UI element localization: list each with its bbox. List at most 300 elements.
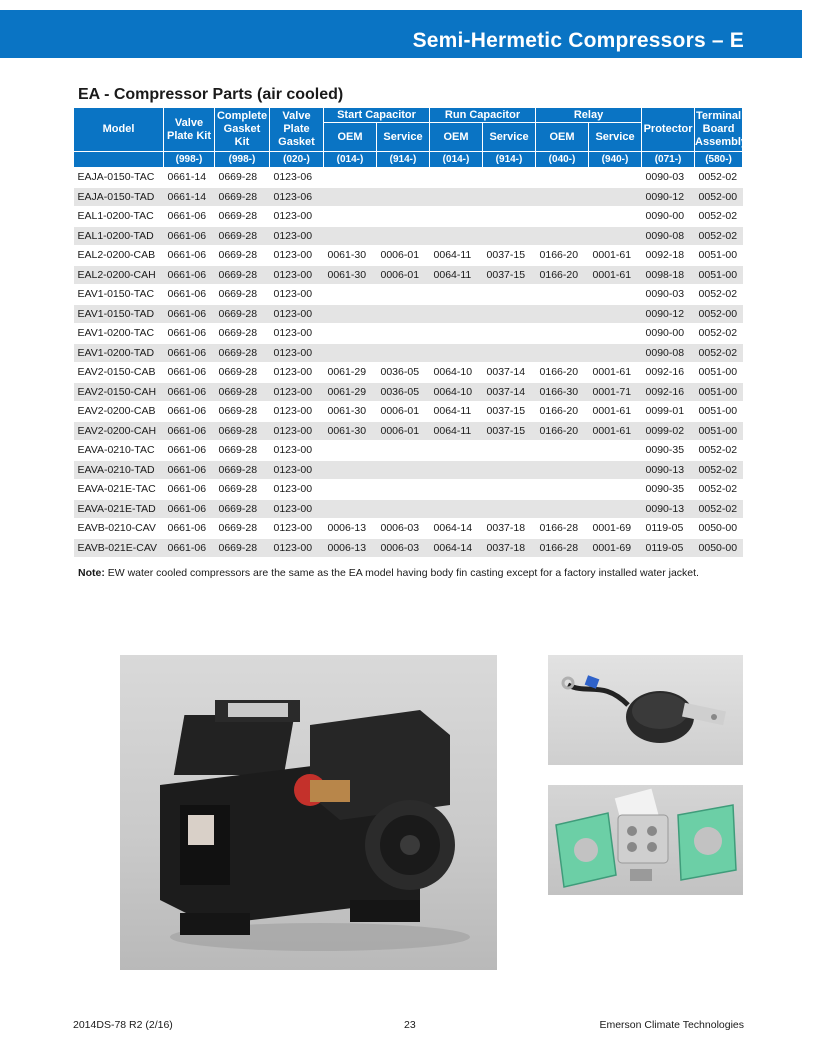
cell-terminal-board: 0052-02 [695, 285, 743, 305]
cell-protector: 0090-03 [642, 168, 695, 188]
cell-start-cap-service [377, 187, 430, 207]
cell-valve-plate-kit: 0661-06 [164, 343, 215, 363]
cell-relay-oem [536, 343, 589, 363]
cell-protector: 0090-12 [642, 187, 695, 207]
cell-terminal-board: 0050-00 [695, 538, 743, 557]
cell-start-cap-service: 0036-05 [377, 382, 430, 402]
compressor-illustration [120, 655, 497, 970]
cell-complete-gasket-kit: 0669-28 [215, 499, 270, 519]
header-valve-plate-gasket: Valve Plate Gasket [270, 108, 324, 152]
cell-run-cap-oem: 0064-11 [430, 421, 483, 441]
cell-start-cap-oem [324, 480, 377, 500]
cell-terminal-board: 0052-02 [695, 324, 743, 344]
cell-valve-plate-gasket: 0123-00 [270, 304, 324, 324]
cell-relay-oem [536, 441, 589, 461]
cell-complete-gasket-kit: 0669-28 [215, 480, 270, 500]
note-text: EW water cooled compressors are the same as the EA model having body fin casting except for a factory installed water jacket. [104, 567, 699, 579]
cell-valve-plate-gasket: 0123-00 [270, 343, 324, 363]
header-start-service: Service [377, 123, 430, 152]
table-row [74, 402, 743, 422]
cell-complete-gasket-kit: 0669-28 [215, 421, 270, 441]
table-row [74, 441, 743, 461]
cell-relay-service [589, 168, 642, 188]
cell-valve-plate-kit: 0661-06 [164, 460, 215, 480]
cell-start-cap-oem [324, 499, 377, 519]
cell-start-cap-oem [324, 324, 377, 344]
cell-protector: 0090-13 [642, 499, 695, 519]
cell-run-cap-service [483, 304, 536, 324]
cell-protector: 0090-08 [642, 226, 695, 246]
cell-valve-plate-gasket: 0123-00 [270, 402, 324, 422]
cell-run-cap-oem [430, 480, 483, 500]
cell-terminal-board: 0050-00 [695, 519, 743, 539]
cell-start-cap-service [377, 324, 430, 344]
header-relay-oem: OEM [536, 123, 589, 152]
cell-start-cap-service: 0006-03 [377, 538, 430, 557]
cell-relay-service [589, 187, 642, 207]
cell-model: EAVB-021E-CAV [74, 538, 164, 557]
cell-run-cap-service: 0037-15 [483, 402, 536, 422]
cell-start-cap-service [377, 168, 430, 188]
cell-complete-gasket-kit: 0669-28 [215, 382, 270, 402]
header-model: Model [74, 108, 164, 152]
cell-model: EAL1-0200-TAD [74, 226, 164, 246]
cell-run-cap-service [483, 499, 536, 519]
cell-terminal-board: 0051-00 [695, 265, 743, 285]
table-row [74, 499, 743, 519]
cell-protector: 0090-00 [642, 207, 695, 227]
cell-run-cap-oem: 0064-11 [430, 246, 483, 266]
cell-complete-gasket-kit: 0669-28 [215, 265, 270, 285]
cell-valve-plate-gasket: 0123-00 [270, 226, 324, 246]
cell-model: EAL2-0200-CAB [74, 246, 164, 266]
cell-relay-service: 0001-69 [589, 519, 642, 539]
cell-start-cap-service: 0006-01 [377, 402, 430, 422]
cell-run-cap-oem [430, 168, 483, 188]
cell-model: EAV2-0150-CAB [74, 363, 164, 383]
cell-run-cap-service [483, 480, 536, 500]
cell-complete-gasket-kit: 0669-28 [215, 538, 270, 557]
cell-terminal-board: 0052-00 [695, 304, 743, 324]
cell-complete-gasket-kit: 0669-28 [215, 519, 270, 539]
cell-valve-plate-gasket: 0123-00 [270, 324, 324, 344]
cell-relay-service: 0001-61 [589, 402, 642, 422]
cell-run-cap-oem [430, 499, 483, 519]
cell-relay-oem: 0166-20 [536, 363, 589, 383]
cell-model: EAL1-0200-TAC [74, 207, 164, 227]
cell-relay-oem [536, 324, 589, 344]
cell-terminal-board: 0052-02 [695, 460, 743, 480]
cell-terminal-board: 0052-02 [695, 343, 743, 363]
cell-valve-plate-gasket: 0123-00 [270, 265, 324, 285]
cell-relay-oem: 0166-28 [536, 519, 589, 539]
cell-relay-oem [536, 480, 589, 500]
cell-valve-plate-kit: 0661-14 [164, 187, 215, 207]
footer-doc-id: 2014DS-78 R2 (2/16) [73, 1019, 173, 1031]
cell-run-cap-service [483, 343, 536, 363]
cell-model: EAJA-0150-TAC [74, 168, 164, 188]
cell-terminal-board: 0052-00 [695, 187, 743, 207]
table-row [74, 265, 743, 285]
cell-valve-plate-kit: 0661-06 [164, 441, 215, 461]
cell-valve-plate-kit: 0661-06 [164, 265, 215, 285]
cell-start-cap-oem: 0061-29 [324, 363, 377, 383]
cell-run-cap-service [483, 441, 536, 461]
cell-model: EAJA-0150-TAD [74, 187, 164, 207]
cell-valve-plate-kit: 0661-06 [164, 304, 215, 324]
cell-run-cap-service: 0037-15 [483, 421, 536, 441]
cell-relay-oem: 0166-20 [536, 265, 589, 285]
cell-valve-plate-gasket: 0123-06 [270, 168, 324, 188]
header-prefix: (071-) [642, 152, 695, 168]
cell-relay-oem [536, 168, 589, 188]
cell-run-cap-oem [430, 207, 483, 227]
cell-valve-plate-gasket: 0123-00 [270, 519, 324, 539]
cell-start-cap-service: 0036-05 [377, 363, 430, 383]
cell-run-cap-oem: 0064-11 [430, 402, 483, 422]
header-prefix: (040-) [536, 152, 589, 168]
header-valve-plate-kit: Valve Plate Kit [164, 108, 215, 152]
cell-valve-plate-kit: 0661-06 [164, 363, 215, 383]
cell-start-cap-service: 0006-01 [377, 265, 430, 285]
protector-illustration [548, 655, 743, 765]
cell-model: EAV1-0150-TAC [74, 285, 164, 305]
cell-start-cap-service: 0006-01 [377, 246, 430, 266]
cell-protector: 0090-12 [642, 304, 695, 324]
cell-valve-plate-gasket: 0123-00 [270, 499, 324, 519]
cell-valve-plate-gasket: 0123-00 [270, 421, 324, 441]
cell-relay-service [589, 441, 642, 461]
cell-complete-gasket-kit: 0669-28 [215, 304, 270, 324]
table-row [74, 187, 743, 207]
cell-model: EAV1-0200-TAC [74, 324, 164, 344]
header-terminal-board: Terminal Board Assembly [695, 108, 743, 152]
cell-protector: 0092-16 [642, 382, 695, 402]
cell-start-cap-oem [324, 207, 377, 227]
header-prefix: (998-) [215, 152, 270, 168]
cell-complete-gasket-kit: 0669-28 [215, 441, 270, 461]
table-row [74, 363, 743, 383]
cell-relay-service [589, 460, 642, 480]
table-row [74, 246, 743, 266]
cell-model: EAVA-0210-TAC [74, 441, 164, 461]
cell-valve-plate-kit: 0661-06 [164, 246, 215, 266]
cell-relay-oem [536, 226, 589, 246]
cell-valve-plate-kit: 0661-06 [164, 480, 215, 500]
cell-valve-plate-kit: 0661-06 [164, 519, 215, 539]
header-relay-service: Service [589, 123, 642, 152]
cell-run-cap-service: 0037-15 [483, 265, 536, 285]
cell-valve-plate-kit: 0661-06 [164, 285, 215, 305]
cell-valve-plate-kit: 0661-14 [164, 168, 215, 188]
table-row [74, 519, 743, 539]
cell-start-cap-oem [324, 285, 377, 305]
cell-start-cap-oem [324, 168, 377, 188]
cell-relay-oem: 0166-20 [536, 402, 589, 422]
header-complete-gasket-kit: Complete Gasket Kit [215, 108, 270, 152]
cell-complete-gasket-kit: 0669-28 [215, 460, 270, 480]
cell-valve-plate-kit: 0661-06 [164, 421, 215, 441]
cell-terminal-board: 0051-00 [695, 363, 743, 383]
cell-run-cap-oem: 0064-10 [430, 382, 483, 402]
cell-run-cap-service: 0037-14 [483, 382, 536, 402]
cell-protector: 0099-01 [642, 402, 695, 422]
header-prefix: (914-) [377, 152, 430, 168]
cell-relay-oem: 0166-20 [536, 246, 589, 266]
section-title: EA - Compressor Parts (air cooled) [78, 86, 344, 103]
cell-run-cap-service [483, 460, 536, 480]
cell-valve-plate-gasket: 0123-06 [270, 187, 324, 207]
cell-run-cap-oem [430, 187, 483, 207]
cell-model: EAV2-0150-CAH [74, 382, 164, 402]
cell-protector: 0119-05 [642, 538, 695, 557]
cell-valve-plate-gasket: 0123-00 [270, 460, 324, 480]
page-title: Semi-Hermetic Compressors – E [412, 29, 744, 52]
cell-terminal-board: 0052-02 [695, 441, 743, 461]
cell-start-cap-service: 0006-01 [377, 421, 430, 441]
table-row [74, 421, 743, 441]
cell-terminal-board: 0051-00 [695, 382, 743, 402]
cell-terminal-board: 0052-02 [695, 207, 743, 227]
cell-relay-service [589, 285, 642, 305]
cell-model: EAL2-0200-CAH [74, 265, 164, 285]
header-prefix: (014-) [430, 152, 483, 168]
cell-model: EAV2-0200-CAB [74, 402, 164, 422]
header-prefix: (914-) [483, 152, 536, 168]
table-row [74, 324, 743, 344]
cell-run-cap-service: 0037-14 [483, 363, 536, 383]
table-row [74, 382, 743, 402]
cell-complete-gasket-kit: 0669-28 [215, 207, 270, 227]
table-note [78, 567, 699, 579]
cell-run-cap-service: 0037-15 [483, 246, 536, 266]
header-prefix: (998-) [164, 152, 215, 168]
cell-valve-plate-kit: 0661-06 [164, 207, 215, 227]
cell-run-cap-oem: 0064-14 [430, 538, 483, 557]
cell-protector: 0090-35 [642, 480, 695, 500]
cell-valve-plate-gasket: 0123-00 [270, 538, 324, 557]
cell-complete-gasket-kit: 0669-28 [215, 324, 270, 344]
table-row [74, 460, 743, 480]
cell-terminal-board: 0052-02 [695, 168, 743, 188]
cell-run-cap-oem [430, 441, 483, 461]
cell-run-cap-service [483, 168, 536, 188]
cell-run-cap-oem [430, 304, 483, 324]
cell-run-cap-oem [430, 285, 483, 305]
cell-protector: 0090-13 [642, 460, 695, 480]
cell-relay-service [589, 207, 642, 227]
cell-relay-service [589, 499, 642, 519]
cell-run-cap-service: 0037-18 [483, 519, 536, 539]
cell-start-cap-oem: 0006-13 [324, 519, 377, 539]
cell-relay-service: 0001-61 [589, 421, 642, 441]
header-run-capacitor: Run Capacitor [430, 108, 536, 123]
cell-valve-plate-gasket: 0123-00 [270, 207, 324, 227]
cell-start-cap-oem: 0061-30 [324, 246, 377, 266]
cell-run-cap-oem: 0064-14 [430, 519, 483, 539]
header-banner [0, 10, 802, 58]
cell-valve-plate-gasket: 0123-00 [270, 441, 324, 461]
cell-terminal-board: 0052-02 [695, 499, 743, 519]
cell-relay-service: 0001-61 [589, 363, 642, 383]
cell-relay-oem: 0166-28 [536, 538, 589, 557]
cell-start-cap-oem [324, 343, 377, 363]
footer-company: Emerson Climate Technologies [599, 1019, 744, 1031]
cell-relay-service [589, 480, 642, 500]
gasket-kit-illustration [548, 785, 743, 895]
cell-start-cap-oem: 0061-30 [324, 265, 377, 285]
table-row [74, 480, 743, 500]
cell-start-cap-service [377, 499, 430, 519]
cell-relay-service: 0001-61 [589, 246, 642, 266]
cell-valve-plate-kit: 0661-06 [164, 324, 215, 344]
cell-run-cap-oem [430, 226, 483, 246]
cell-complete-gasket-kit: 0669-28 [215, 246, 270, 266]
cell-protector: 0098-18 [642, 265, 695, 285]
header-start-oem: OEM [324, 123, 377, 152]
cell-relay-oem: 0166-30 [536, 382, 589, 402]
cell-valve-plate-kit: 0661-06 [164, 402, 215, 422]
cell-relay-oem [536, 460, 589, 480]
header-prefix-blank [74, 152, 164, 168]
table-row [74, 538, 743, 557]
cell-model: EAV1-0200-TAD [74, 343, 164, 363]
cell-start-cap-service [377, 441, 430, 461]
table-row [74, 207, 743, 227]
cell-protector: 0090-00 [642, 324, 695, 344]
parts-table-body [74, 168, 743, 558]
cell-relay-service: 0001-61 [589, 265, 642, 285]
header-run-oem: OEM [430, 123, 483, 152]
cell-relay-service [589, 226, 642, 246]
footer-page-number: 23 [404, 1019, 416, 1031]
cell-model: EAVA-021E-TAC [74, 480, 164, 500]
header-run-service: Service [483, 123, 536, 152]
cell-start-cap-oem: 0006-13 [324, 538, 377, 557]
table-row [74, 304, 743, 324]
cell-relay-oem [536, 304, 589, 324]
cell-terminal-board: 0052-02 [695, 226, 743, 246]
cell-start-cap-oem: 0061-30 [324, 421, 377, 441]
cell-start-cap-oem [324, 226, 377, 246]
cell-valve-plate-gasket: 0123-00 [270, 246, 324, 266]
cell-protector: 0090-08 [642, 343, 695, 363]
cell-protector: 0090-35 [642, 441, 695, 461]
cell-model: EAV2-0200-CAH [74, 421, 164, 441]
cell-start-cap-service [377, 226, 430, 246]
cell-protector: 0092-18 [642, 246, 695, 266]
cell-complete-gasket-kit: 0669-28 [215, 285, 270, 305]
cell-valve-plate-kit: 0661-06 [164, 382, 215, 402]
cell-start-cap-service [377, 480, 430, 500]
cell-relay-oem [536, 187, 589, 207]
cell-run-cap-service [483, 226, 536, 246]
cell-model: EAVA-021E-TAD [74, 499, 164, 519]
cell-valve-plate-gasket: 0123-00 [270, 285, 324, 305]
cell-complete-gasket-kit: 0669-28 [215, 187, 270, 207]
cell-start-cap-oem: 0061-30 [324, 402, 377, 422]
cell-relay-oem [536, 499, 589, 519]
header-relay: Relay [536, 108, 642, 123]
cell-relay-service [589, 343, 642, 363]
cell-relay-oem [536, 285, 589, 305]
cell-valve-plate-gasket: 0123-00 [270, 363, 324, 383]
cell-relay-oem: 0166-20 [536, 421, 589, 441]
cell-run-cap-service [483, 285, 536, 305]
cell-start-cap-service [377, 285, 430, 305]
cell-complete-gasket-kit: 0669-28 [215, 168, 270, 188]
cell-complete-gasket-kit: 0669-28 [215, 363, 270, 383]
cell-terminal-board: 0052-02 [695, 480, 743, 500]
cell-run-cap-service [483, 207, 536, 227]
header-protector: Protector [642, 108, 695, 152]
cell-start-cap-service: 0006-03 [377, 519, 430, 539]
cell-protector: 0092-16 [642, 363, 695, 383]
cell-terminal-board: 0051-00 [695, 402, 743, 422]
header-start-capacitor: Start Capacitor [324, 108, 430, 123]
cell-start-cap-service [377, 460, 430, 480]
cell-run-cap-service [483, 187, 536, 207]
cell-model: EAV1-0150-TAD [74, 304, 164, 324]
table-row [74, 285, 743, 305]
cell-run-cap-oem: 0064-11 [430, 265, 483, 285]
cell-protector: 0119-05 [642, 519, 695, 539]
header-prefix: (940-) [589, 152, 642, 168]
cell-relay-service: 0001-71 [589, 382, 642, 402]
cell-run-cap-oem: 0064-10 [430, 363, 483, 383]
cell-start-cap-oem [324, 441, 377, 461]
cell-valve-plate-kit: 0661-06 [164, 538, 215, 557]
cell-terminal-board: 0051-00 [695, 246, 743, 266]
cell-run-cap-oem [430, 460, 483, 480]
cell-complete-gasket-kit: 0669-28 [215, 402, 270, 422]
cell-start-cap-oem [324, 460, 377, 480]
table-row [74, 226, 743, 246]
compressor-photo [120, 655, 497, 970]
table-row [74, 168, 743, 188]
cell-start-cap-service [377, 304, 430, 324]
cell-model: EAVB-0210-CAV [74, 519, 164, 539]
cell-start-cap-service [377, 343, 430, 363]
cell-valve-plate-gasket: 0123-00 [270, 382, 324, 402]
cell-complete-gasket-kit: 0669-28 [215, 343, 270, 363]
header-prefix: (014-) [324, 152, 377, 168]
cell-protector: 0090-03 [642, 285, 695, 305]
table-row [74, 343, 743, 363]
cell-run-cap-oem [430, 343, 483, 363]
cell-complete-gasket-kit: 0669-28 [215, 226, 270, 246]
cell-valve-plate-gasket: 0123-00 [270, 480, 324, 500]
cell-relay-oem [536, 207, 589, 227]
cell-run-cap-service: 0037-18 [483, 538, 536, 557]
cell-relay-service [589, 304, 642, 324]
cell-run-cap-service [483, 324, 536, 344]
header-prefix: (580-) [695, 152, 743, 168]
parts-table [73, 107, 748, 557]
cell-valve-plate-kit: 0661-06 [164, 499, 215, 519]
cell-terminal-board: 0051-00 [695, 421, 743, 441]
cell-start-cap-oem [324, 304, 377, 324]
protector-photo [548, 655, 743, 765]
cell-relay-service: 0001-69 [589, 538, 642, 557]
cell-model: EAVA-0210-TAD [74, 460, 164, 480]
cell-valve-plate-kit: 0661-06 [164, 226, 215, 246]
gasket-kit-photo [548, 785, 743, 895]
header-prefix: (020-) [270, 152, 324, 168]
cell-run-cap-oem [430, 324, 483, 344]
cell-relay-service [589, 324, 642, 344]
cell-protector: 0099-02 [642, 421, 695, 441]
